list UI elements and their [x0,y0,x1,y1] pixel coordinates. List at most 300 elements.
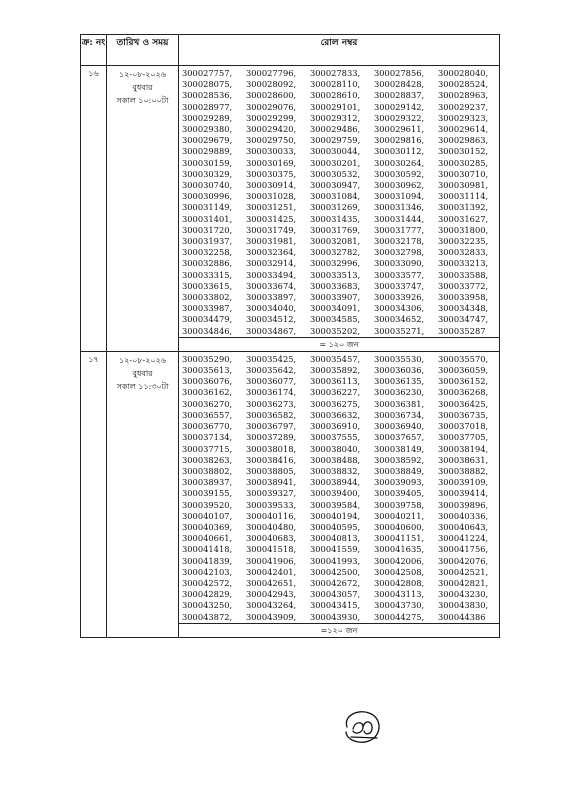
roll-number: 300031749, [246,224,297,235]
roll-number: 300028536, [182,90,233,101]
roll-number: 300044386 [438,611,486,622]
roll-row [179,180,499,191]
roll-number: 300036910, [310,421,361,432]
roll-number: 300027833, [310,68,361,78]
roll-number: 300028092, [246,79,297,90]
roll-number: 300043057, [310,589,361,600]
roll-row [179,303,499,314]
roll-number: 300028075, [182,79,233,90]
roll-number: 300030033, [246,146,297,157]
roll-row [179,113,499,124]
roll-row [179,589,499,600]
roll-number: 300028837, [374,90,425,101]
roll-number: 300029323, [438,112,489,123]
roll-number: 300042006, [374,555,425,566]
serial-number: ১৬ [81,66,107,352]
roll-number: 300037715, [182,443,233,454]
roll-row [179,421,499,432]
roll-number: 300039584, [310,499,361,510]
header-row [81,35,500,66]
roll-number: 300030285, [438,157,489,168]
roll-number: 300030169, [246,157,297,168]
roll-number: 300043230, [438,589,489,600]
total-count: =১২০ জন [179,623,500,637]
roll-number: 300033577, [374,269,425,280]
roll-number: 300031769, [310,224,361,235]
schedule-sheet [80,34,500,638]
roll-number: 300038832, [310,465,361,476]
roll-row [179,399,499,410]
roll-number: 300031269, [310,202,361,213]
roll-number: 300031401, [182,213,233,224]
roll-number: 300036036, [374,365,425,376]
roll-number: 300031392, [438,202,489,213]
roll-number: 300030592, [374,168,425,179]
roll-number: 300029816, [374,135,425,146]
roll-row [179,158,499,169]
roll-number: 300038631, [438,454,489,465]
roll-number: 300040107, [182,510,233,521]
roll-number: 300038488, [310,454,361,465]
roll-number: 300037289, [246,432,297,443]
roll-number: 300031084, [310,191,361,202]
date-time-header: তারিখ ও সময় [107,35,179,66]
roll-number: 300030264, [374,157,425,168]
roll-row [179,90,499,101]
roll-number: 300029142, [374,101,425,112]
roll-row [179,225,499,236]
roll-number: 300028600, [246,90,297,101]
roll-number: 300041418, [182,544,233,555]
roll-number: 300032996, [310,258,361,269]
exam-time: সকাল ১১:৩০টা [116,381,169,391]
roll-number: 300037134, [182,432,233,443]
roll-number: 300039533, [246,499,297,510]
roll-number: 300041518, [246,544,297,555]
roll-number: 300037555, [310,432,361,443]
roll-number: 300043930, [310,611,361,622]
roll-number: 300029614, [438,124,489,135]
roll-number: 300031444, [374,213,425,224]
roll-number: 300036940, [374,421,425,432]
roll-number: 300040595, [310,521,361,532]
roll-number: 300032235, [438,236,489,247]
roll-grid [179,354,499,623]
roll-number: 300035457, [310,353,361,364]
total-count: = ১২০ জন [179,337,500,351]
roll-row [179,124,499,135]
schedule-block [81,66,500,338]
roll-row [179,326,499,337]
roll-row [179,455,499,466]
roll-number: 300041151, [374,533,425,544]
roll-number: 300032364, [246,247,297,258]
roll-number: 300041756, [438,544,489,555]
roll-row [179,533,499,544]
roll-row [179,314,499,325]
roll-number: 300033958, [438,292,489,303]
roll-number: 300038882, [438,465,489,476]
roll-number: 300040643, [438,521,489,532]
roll-number: 300036174, [246,387,297,398]
roll-row [179,376,499,387]
roll-number: 300029420, [246,124,297,135]
roll-number: 300031346, [374,202,425,213]
roll-number: 300031720, [182,224,233,235]
roll-number: 300032258, [182,247,233,258]
roll-number: 300040813, [310,533,361,544]
roll-number: 300040116, [246,510,297,521]
roll-number: 300029076, [246,101,297,112]
roll-number: 300042076, [438,555,489,566]
roll-row [179,365,499,376]
roll-number: 300033090, [374,258,425,269]
roll-number: 300038849, [374,465,425,476]
roll-number: 300036582, [246,409,297,420]
roll-row [179,612,499,623]
roll-number: 300031800, [438,224,489,235]
roll-number: 300030112, [374,146,425,157]
roll-number: 300033897, [246,292,297,303]
roll-number: 300036275, [310,398,361,409]
roll-number: 300042500, [310,566,361,577]
roll-number: 300035642, [246,365,297,376]
roll-number: 300036113, [310,376,361,387]
roll-number: 300035892, [310,365,361,376]
roll-number: 300034867, [246,325,297,336]
roll-row [179,567,499,578]
roll-number: 300033683, [310,280,361,291]
roll-row [179,68,499,79]
roll-number: 300029289, [182,112,233,123]
roll-row [179,270,499,281]
roll-number: 300029486, [310,124,361,135]
roll-number: 300036425, [438,398,489,409]
roll-number: 300033615, [182,280,233,291]
roll-row [179,410,499,421]
roll-number: 300041559, [310,544,361,555]
roll-number: 300036059, [438,365,489,376]
schedule-block [81,351,500,623]
roll-number: 300030044, [310,146,361,157]
roll-number: 300039327, [246,488,297,499]
roll-number: 300037705, [438,432,489,443]
roll-number: 300034479, [182,314,233,325]
roll-row [179,600,499,611]
roll-number: 300039400, [310,488,361,499]
roll-number: 300037657, [374,432,425,443]
roll-number: 300036162, [182,387,233,398]
roll-number: 300033747, [374,280,425,291]
roll-number: 300035425, [246,353,297,364]
roll-number: 300040480, [246,521,297,532]
roll-number: 300036227, [310,387,361,398]
roll-number: 300036270, [182,398,233,409]
roll-number: 300038149, [374,443,425,454]
roll-number: 300036268, [438,387,489,398]
roll-number: 300043264, [246,600,297,611]
roll-number: 300033315, [182,269,233,280]
roll-number: 300036135, [374,376,425,387]
roll-number: 300034091, [310,303,361,314]
roll-number: 300040369, [182,521,233,532]
roll-row [179,102,499,113]
roll-row [179,556,499,567]
roll-number: 300039896, [438,499,489,510]
roll-number: 300035287 [438,325,486,336]
roll-number: 300032914, [246,258,297,269]
roll-number: 300036734, [374,409,425,420]
roll-number: 300039414, [438,488,489,499]
roll-number: 300031777, [374,224,425,235]
roll-number: 300028040, [438,68,489,78]
roll-number: 300032798, [374,247,425,258]
roll-number: 300036273, [246,398,297,409]
roll-number: 300030981, [438,180,489,191]
roll-number: 300033588, [438,269,489,280]
roll-row [179,432,499,443]
roll-number: 300044275, [374,611,425,622]
date-time-cell [107,351,179,637]
roll-number: 300036770, [182,421,233,432]
roll-number: 300036797, [246,421,297,432]
roll-number: 300038416, [246,454,297,465]
roll-number: 300033987, [182,303,233,314]
schedule-table [80,34,500,638]
roll-number: 300027856, [374,68,425,78]
roll-row [179,578,499,589]
roll-number: 300034040, [246,303,297,314]
roll-row [179,79,499,90]
roll-number: 300034652, [374,314,425,325]
roll-row [179,387,499,398]
roll-number: 300029889, [182,146,233,157]
roll-number: 300033926, [374,292,425,303]
roll-number: 300036381, [374,398,425,409]
roll-number: 300029863, [438,135,489,146]
roll-row [179,488,499,499]
roll-number: 300042651, [246,577,297,588]
roll-number: 300042103, [182,566,233,577]
roll-number: 300040600, [374,521,425,532]
roll-row [179,292,499,303]
roll-number: 300031425, [246,213,297,224]
roll-number: 300039520, [182,499,233,510]
roll-number: 300033907, [310,292,361,303]
roll-number: 300043113, [374,589,425,600]
roll-number: 300038805, [246,465,297,476]
roll-number: 300027796, [246,68,297,78]
roll-number: 300029750, [246,135,297,146]
roll-number: 300034846, [182,325,233,336]
roll-number: 300034585, [310,314,361,325]
roll-row [179,146,499,157]
roll-number: 300029101, [310,101,361,112]
roll-row [179,169,499,180]
roll-number: 300031251, [246,202,297,213]
roll-number: 300030152, [438,146,489,157]
roll-number: 300031981, [246,236,297,247]
roll-number: 300038802, [182,465,233,476]
roll-row [179,477,499,488]
roll-number: 300042943, [246,589,297,600]
roll-number: 300041224, [438,533,489,544]
exam-date: ১২-০৮-২০২৬ [119,70,166,79]
roll-row [179,466,499,477]
roll-row [179,354,499,365]
roll-number: 300028524, [438,79,489,90]
roll-number: 300036076, [182,376,233,387]
roll-number: 300034747, [438,314,489,325]
roll-number: 300029759, [310,135,361,146]
signature [337,707,389,747]
roll-number: 300030329, [182,168,233,179]
roll-number: 300038937, [182,477,233,488]
roll-number: 300039093, [374,477,425,488]
roll-number: 300029322, [374,112,425,123]
roll-grid [179,68,499,337]
roll-row [179,258,499,269]
roll-row [179,500,499,511]
roll-number: 300038040, [310,443,361,454]
roll-number: 300039109, [438,477,489,488]
roll-number: 300038592, [374,454,425,465]
roll-number: 300036152, [438,376,489,387]
roll-number: 300036557, [182,409,233,420]
roll-row [179,202,499,213]
roll-number: 300040336, [438,510,489,521]
roll-number: 300035530, [374,353,425,364]
roll-number: 300030532, [310,168,361,179]
roll-number: 300030710, [438,168,489,179]
roll-number: 300028963, [438,90,489,101]
roll-number: 300042672, [310,577,361,588]
roll-number: 300039405, [374,488,425,499]
roll-number: 300029237, [438,101,489,112]
roll-number: 300029679, [182,135,233,146]
roll-numbers-cell [179,66,500,338]
exam-day: বুধবার [132,368,153,378]
exam-time: সকাল ১০:০০টা [116,96,169,105]
roll-number: 300031627, [438,213,489,224]
roll-number: 300029299, [246,112,297,123]
roll-number: 300041906, [246,555,297,566]
roll-number: 300030375, [246,168,297,179]
schedule-body [81,66,500,638]
roll-number: 300042808, [374,577,425,588]
roll-number: 300035202, [310,325,361,336]
roll-number: 300030914, [246,180,297,191]
roll-number: 300029611, [374,124,425,135]
roll-number: 300033513, [310,269,361,280]
roll-numbers-cell [179,351,500,623]
roll-number: 300036632, [310,409,361,420]
date-time-cell [107,66,179,352]
roll-row [179,135,499,146]
roll-number: 300029312, [310,112,361,123]
roll-number: 300041993, [310,555,361,566]
roll-number: 300027757, [182,68,233,78]
roll-row [179,236,499,247]
roll-number: 300034306, [374,303,425,314]
roll-number: 300043909, [246,611,297,622]
roll-number: 300039758, [374,499,425,510]
roll-number: 300031937, [182,236,233,247]
roll-number: 300030996, [182,191,233,202]
roll-header: রোল নম্বর [179,35,500,66]
roll-row [179,511,499,522]
roll-number: 300043250, [182,600,233,611]
roll-number: 300040194, [310,510,361,521]
roll-row [179,191,499,202]
roll-number: 300031028, [246,191,297,202]
roll-number: 300032833, [438,247,489,258]
roll-number: 300038194, [438,443,489,454]
exam-date: ১২-০৮-২০২৬ [119,355,166,365]
exam-day: বুধবার [132,83,153,92]
roll-number: 300033772, [438,280,489,291]
roll-number: 300032178, [374,236,425,247]
roll-number: 300043730, [374,600,425,611]
roll-number: 300030962, [374,180,425,191]
roll-number: 300034512, [246,314,297,325]
roll-number: 300030740, [182,180,233,191]
roll-number: 300031435, [310,213,361,224]
roll-number: 300028610, [310,90,361,101]
roll-number: 300035613, [182,365,233,376]
roll-number: 300040661, [182,533,233,544]
roll-number: 300032782, [310,247,361,258]
roll-number: 300034348, [438,303,489,314]
roll-row [179,281,499,292]
roll-number: 300032886, [182,258,233,269]
roll-number: 300036077, [246,376,297,387]
roll-number: 300032081, [310,236,361,247]
roll-number: 300035290, [182,353,233,364]
roll-number: 300036230, [374,387,425,398]
roll-number: 300031149, [182,202,233,213]
roll-number: 300042829, [182,589,233,600]
roll-row [179,544,499,555]
roll-number: 300035271, [374,325,425,336]
roll-row [179,247,499,258]
roll-number: 300028977, [182,101,233,112]
roll-number: 300033674, [246,280,297,291]
roll-number: 300040211, [374,510,425,521]
roll-number: 300038263, [182,454,233,465]
roll-number: 300033802, [182,292,233,303]
roll-number: 300041839, [182,555,233,566]
roll-number: 300030201, [310,157,361,168]
roll-number: 300031094, [374,191,425,202]
roll-number: 300036735, [438,409,489,420]
roll-number: 300030159, [182,157,233,168]
roll-number: 300028110, [310,79,361,90]
roll-number: 300042401, [246,566,297,577]
roll-number: 300043415, [310,600,361,611]
roll-number: 300030947, [310,180,361,191]
roll-number: 300038018, [246,443,297,454]
roll-number: 300038941, [246,477,297,488]
roll-number: 300039155, [182,488,233,499]
roll-number: 300042572, [182,577,233,588]
roll-number: 300028428, [374,79,425,90]
roll-number: 300042521, [438,566,489,577]
serial-number: ১৭ [81,351,107,637]
roll-number: 300041635, [374,544,425,555]
roll-number: 300042508, [374,566,425,577]
roll-number: 300035570, [438,353,489,364]
